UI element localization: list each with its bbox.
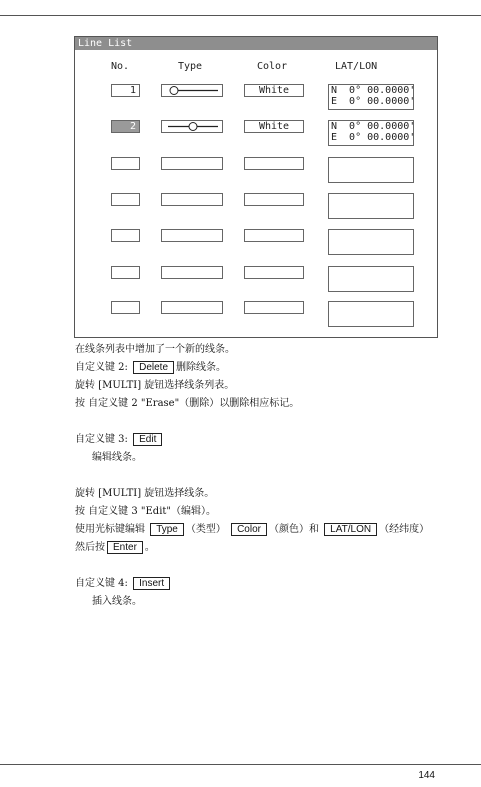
latlon-cell[interactable] [328, 229, 414, 255]
row-number[interactable] [111, 301, 140, 314]
color-cell[interactable]: White [244, 84, 304, 97]
instruction-text: （颜色）和 [268, 524, 319, 535]
edit-key: Edit [133, 433, 162, 446]
header-color: Color [257, 61, 288, 72]
header-latlon: LAT/LON [335, 61, 378, 72]
color-cell[interactable] [244, 301, 304, 314]
table-row[interactable] [75, 301, 437, 325]
edit-instructions [75, 523, 429, 537]
softkey-3-line [75, 433, 164, 447]
softkey-4-line [75, 577, 172, 591]
softkey-2-line [75, 361, 226, 375]
row-number[interactable] [111, 266, 140, 279]
type-key: Type [150, 523, 184, 536]
latlon-cell[interactable] [328, 157, 414, 183]
latlon-cell[interactable] [328, 84, 414, 110]
type-cell[interactable] [161, 157, 223, 170]
lat-value: N 0° 00.0000' [331, 85, 416, 96]
header-type: Type [178, 61, 203, 72]
latlon-cell[interactable] [328, 301, 414, 327]
color-cell[interactable] [244, 157, 304, 170]
insert-key: Insert [133, 577, 170, 590]
line-list-panel [74, 36, 438, 338]
lat-value: N 0° 00.0000' [331, 121, 416, 132]
latlon-cell[interactable] [328, 266, 414, 292]
delete-key: Delete [133, 361, 174, 374]
color-cell[interactable] [244, 193, 304, 206]
table-row[interactable] [75, 266, 437, 290]
type-cell[interactable] [161, 193, 223, 206]
type-cell[interactable] [161, 301, 223, 314]
instruction-text: 然后按 [75, 542, 105, 553]
instruction-text: （类型） [185, 524, 226, 535]
softkey-2-label: 自定义键 2: [75, 362, 128, 373]
row-number[interactable]: 1 [111, 84, 140, 97]
instruction-text: 。 [144, 542, 155, 553]
type-cell[interactable] [161, 84, 223, 97]
softkey-3-label: 自定义键 3: [75, 434, 128, 445]
table-row[interactable] [75, 157, 437, 181]
paragraph: 编辑线条。 [92, 452, 142, 463]
line-circle-left-icon [162, 85, 222, 96]
top-rule [0, 15, 481, 16]
bottom-rule [0, 764, 481, 765]
row-number[interactable] [111, 229, 140, 242]
softkey-4-label: 自定义键 4: [75, 578, 128, 589]
paragraph: 在线条列表中增加了一个新的线条。 [75, 344, 235, 355]
lon-value: E 0° 00.0000' [331, 96, 416, 107]
color-key: Color [231, 523, 267, 536]
page-number: 144 [418, 770, 435, 781]
paragraph: 旋转 [MULTI] 旋钮选择线条列表。 [75, 380, 235, 391]
type-cell[interactable] [161, 229, 223, 242]
row-number[interactable] [111, 193, 140, 206]
paragraph: 按 自定义键 3 "Edit"（编辑）。 [75, 506, 217, 517]
paragraph: 旋转 [MULTI] 旋钮选择线条。 [75, 488, 215, 499]
latlon-key: LAT/LON [324, 523, 377, 536]
paragraph: 插入线条。 [92, 596, 142, 607]
softkey-2-desc: 删除线条。 [176, 362, 227, 373]
color-cell[interactable]: White [244, 120, 304, 133]
latlon-cell[interactable] [328, 193, 414, 219]
color-cell[interactable] [244, 266, 304, 279]
lon-value: E 0° 00.0000' [331, 132, 416, 143]
paragraph: 按 自定义键 2 "Erase"（删除）以删除相应标记。 [75, 398, 300, 409]
type-cell[interactable] [161, 266, 223, 279]
instruction-text: 使用光标键编辑 [75, 524, 145, 535]
enter-line [75, 541, 155, 555]
instruction-text: （经纬度） [379, 524, 430, 535]
table-row[interactable] [75, 193, 437, 217]
color-cell[interactable] [244, 229, 304, 242]
line-circle-center-icon [162, 121, 222, 132]
row-number-selected[interactable]: 2 [111, 120, 140, 133]
latlon-cell[interactable] [328, 120, 414, 146]
panel-title: Line List [75, 37, 437, 50]
enter-key: Enter [107, 541, 143, 554]
type-cell[interactable] [161, 120, 223, 133]
header-no: No. [111, 61, 130, 72]
row-number[interactable] [111, 157, 140, 170]
table-row[interactable] [75, 84, 437, 108]
table-row[interactable] [75, 229, 437, 253]
table-row[interactable] [75, 120, 437, 144]
